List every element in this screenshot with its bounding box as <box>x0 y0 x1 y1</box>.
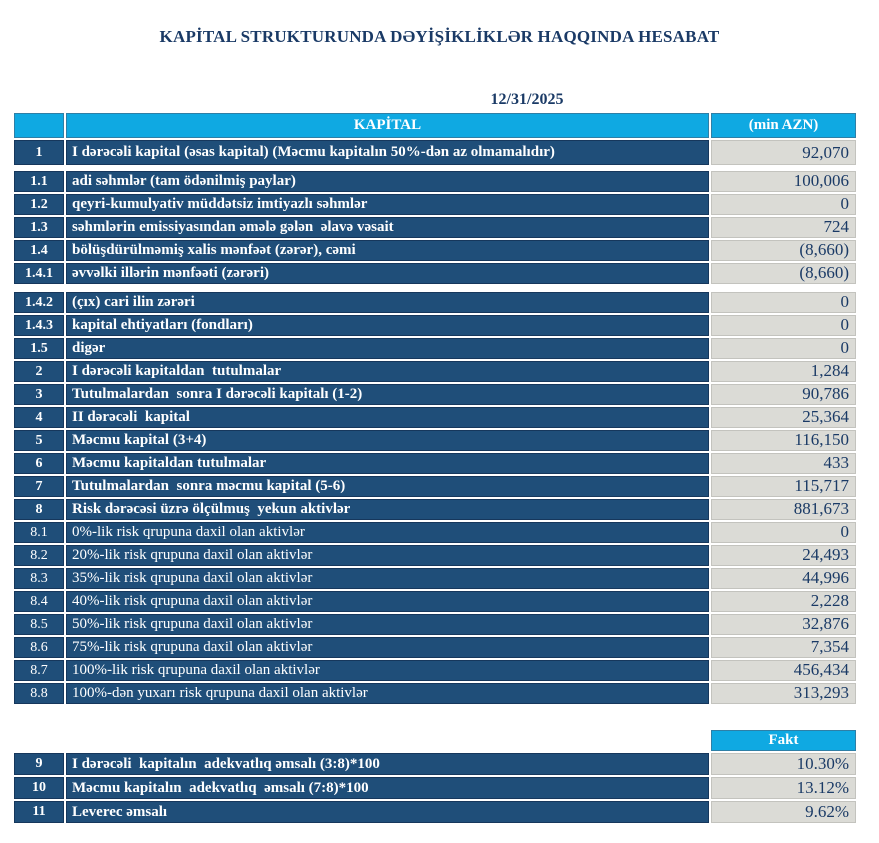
row-value: 7,354 <box>711 637 856 658</box>
row-value: 313,293 <box>711 683 856 704</box>
table-row <box>14 683 856 704</box>
row-label: kapital ehtiyatları (fondları) <box>66 315 709 336</box>
row-value: 44,996 <box>711 568 856 589</box>
table-row <box>14 591 856 612</box>
table-header-row <box>14 113 856 138</box>
row-label: 0%-lik risk qrupuna daxil olan aktivlər <box>66 522 709 543</box>
ratios-table-body <box>14 753 856 823</box>
table-row <box>14 499 856 520</box>
table-row <box>14 140 856 165</box>
row-label: Leverec əmsalı <box>66 801 709 823</box>
row-label: 75%-lik risk qrupuna daxil olan aktivlər <box>66 637 709 658</box>
table-row <box>14 753 856 775</box>
row-number: 2 <box>14 361 64 382</box>
row-number: 8.2 <box>14 545 64 566</box>
table-row <box>14 338 856 359</box>
table-row <box>14 171 856 192</box>
table-row <box>14 637 856 658</box>
row-label: Risk dərəcəsi üzrə ölçülmuş yekun aktivlər <box>66 499 709 520</box>
row-label: 100%-dən yuxarı risk qrupuna daxil olan aktivlər <box>66 683 709 704</box>
row-label: 100%-lik risk qrupuna daxil olan aktivlər <box>66 660 709 681</box>
corner-header-cell <box>14 113 64 138</box>
row-value: 724 <box>711 217 856 238</box>
table-row <box>14 407 856 428</box>
row-number: 7 <box>14 476 64 497</box>
row-label: Məcmu kapitaldan tutulmalar <box>66 453 709 474</box>
row-value: 0 <box>711 315 856 336</box>
row-value: 90,786 <box>711 384 856 405</box>
table-row <box>14 361 856 382</box>
row-label: bölüşdürülməmiş xalis mənfəət (zərər), cəmi <box>66 240 709 261</box>
row-label: adi səhmlər (tam ödənilmiş paylar) <box>66 171 709 192</box>
row-value: 10.30% <box>711 753 856 775</box>
row-value: 0 <box>711 194 856 215</box>
row-label: 20%-lik risk qrupuna daxil olan aktivlər <box>66 545 709 566</box>
row-label: I dərəcəli kapitaldan tutulmalar <box>66 361 709 382</box>
table-row <box>14 522 856 543</box>
fakt-header-row <box>14 730 856 751</box>
row-value: 1,284 <box>711 361 856 382</box>
row-label: Məcmu kapital (3+4) <box>66 430 709 451</box>
row-value: 25,364 <box>711 407 856 428</box>
row-label: digər <box>66 338 709 359</box>
table-row <box>14 217 856 238</box>
fakt-spacer <box>14 730 711 751</box>
capital-table-body <box>14 140 856 704</box>
col-header-min-azn: (min AZN) <box>711 113 856 138</box>
row-number: 8 <box>14 499 64 520</box>
row-number: 1.4.1 <box>14 263 64 284</box>
row-number: 11 <box>14 801 64 823</box>
col-header-fakt: Fakt <box>711 730 856 751</box>
row-number: 6 <box>14 453 64 474</box>
row-value: 92,070 <box>711 140 856 165</box>
row-label: II dərəcəli kapital <box>66 407 709 428</box>
row-value: 0 <box>711 292 856 313</box>
row-number: 10 <box>14 777 64 799</box>
row-value: 433 <box>711 453 856 474</box>
table-row <box>14 614 856 635</box>
row-number: 8.4 <box>14 591 64 612</box>
row-label: I dərəcəli kapital (əsas kapital) (Məcmu kapitalın 50%-dən az olmamalıdır) <box>66 140 709 165</box>
capital-table <box>14 113 856 704</box>
row-label: 35%-lik risk qrupuna daxil olan aktivlər <box>66 568 709 589</box>
ratios-table <box>14 730 856 823</box>
row-number: 1.4 <box>14 240 64 261</box>
row-number: 1.4.3 <box>14 315 64 336</box>
row-value: 881,673 <box>711 499 856 520</box>
row-number: 8.5 <box>14 614 64 635</box>
row-number: 9 <box>14 753 64 775</box>
table-row <box>14 801 856 823</box>
row-value: 116,150 <box>711 430 856 451</box>
table-row <box>14 545 856 566</box>
row-value: 0 <box>711 522 856 543</box>
row-number: 8.3 <box>14 568 64 589</box>
row-number: 1.5 <box>14 338 64 359</box>
table-row <box>14 384 856 405</box>
row-number: 8.6 <box>14 637 64 658</box>
row-value: (8,660) <box>711 240 856 261</box>
row-number: 1.3 <box>14 217 64 238</box>
row-number: 3 <box>14 384 64 405</box>
table-row <box>14 660 856 681</box>
col-header-kapital: KAPİTAL <box>66 113 709 138</box>
row-label: Tutulmalardan sonra I dərəcəli kapitalı (1-2) <box>66 384 709 405</box>
row-label: səhmlərin emissiyasından əmələ gələn əlavə vəsait <box>66 217 709 238</box>
row-number: 8.7 <box>14 660 64 681</box>
row-label: əvvəlki illərin mənfəəti (zərəri) <box>66 263 709 284</box>
report-title: KAPİTAL STRUKTURUNDA DƏYİŞİKLİKLƏR HAQQINDA HESABAT <box>159 27 720 46</box>
report-date: 12/31/2025 <box>490 91 564 108</box>
row-value: 9.62% <box>711 801 856 823</box>
row-value: 32,876 <box>711 614 856 635</box>
row-value: 24,493 <box>711 545 856 566</box>
row-value: 2,228 <box>711 591 856 612</box>
table-row <box>14 194 856 215</box>
table-row <box>14 430 856 451</box>
table-row <box>14 568 856 589</box>
table-row <box>14 476 856 497</box>
row-value: 100,006 <box>711 171 856 192</box>
row-number: 8.1 <box>14 522 64 543</box>
row-label: (çıx) cari ilin zərəri <box>66 292 709 313</box>
row-number: 1.4.2 <box>14 292 64 313</box>
row-value: 115,717 <box>711 476 856 497</box>
row-value: 0 <box>711 338 856 359</box>
table-row <box>14 777 856 799</box>
table-row <box>14 292 856 313</box>
row-label: Tutulmalardan sonra məcmu kapital (5-6) <box>66 476 709 497</box>
row-number: 5 <box>14 430 64 451</box>
row-label: 50%-lik risk qrupuna daxil olan aktivlər <box>66 614 709 635</box>
row-number: 1.2 <box>14 194 64 215</box>
table-row <box>14 453 856 474</box>
row-number: 1.1 <box>14 171 64 192</box>
table-row <box>14 263 856 284</box>
table-row <box>14 240 856 261</box>
row-number: 1 <box>14 140 64 165</box>
row-number: 4 <box>14 407 64 428</box>
row-label: Məcmu kapitalın adekvatlıq əmsalı (7:8)*100 <box>66 777 709 799</box>
row-number: 8.8 <box>14 683 64 704</box>
row-value: 456,434 <box>711 660 856 681</box>
row-label: I dərəcəli kapitalın adekvatlıq əmsalı (3:8)*100 <box>66 753 709 775</box>
table-row <box>14 315 856 336</box>
row-label: qeyri-kumulyativ müddətsiz imtiyazlı səhmlər <box>66 194 709 215</box>
row-label: 40%-lik risk qrupuna daxil olan aktivlər <box>66 591 709 612</box>
row-value: 13.12% <box>711 777 856 799</box>
row-value: (8,660) <box>711 263 856 284</box>
